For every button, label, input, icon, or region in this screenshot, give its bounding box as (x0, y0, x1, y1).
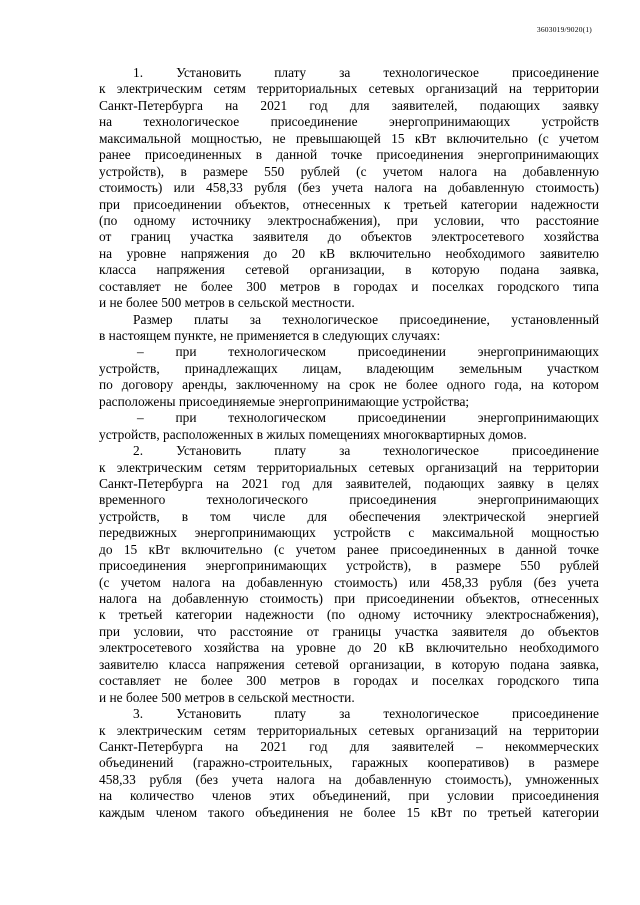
text-line: к третьей категории надежности (по одному источнику электроснабжения), (99, 607, 599, 623)
text-line: стоимость) или 458,33 рубля (без учета налога на добавленную стоимость) (99, 180, 599, 196)
text-line: заявителю класса напряжения сетевой организации, в которую подана заявка, (99, 656, 599, 672)
text-line: 3. Установить плату за технологическое присоединение (133, 706, 599, 722)
text-line: 2. Установить плату за технологическое присоединение (133, 443, 599, 459)
document-body (99, 65, 599, 821)
text-line: к электрическим сетям территориальных сетевых организаций на территории (99, 722, 599, 738)
text-line: в настоящем пункте, не применяется в следующих случаях: (99, 328, 441, 343)
document-id-stamp: 3603019/9020(1) (536, 25, 592, 34)
text-line: 458,33 рубля (без учета налога на добавленную стоимость), умноженных (99, 771, 599, 787)
text-line: на технологическое присоединение энергопринимающих устройств (99, 114, 599, 130)
text-line: (с учетом налога на добавленную стоимость) или 458,33 рубля (без учета (99, 574, 599, 590)
text-line: – при технологическом присоединении энергопринимающих (137, 410, 599, 426)
text-line: ранее присоединенных в данной точке присоединения энергопринимающих (99, 147, 599, 163)
text-line: на количество членов этих объединений, при условии присоединения (99, 788, 599, 804)
text-line: Санкт-Петербурга на 2021 год для заявителей, подающих заявку в целях (99, 475, 599, 491)
text-line: к электрическим сетям территориальных сетевых организаций на территории (99, 459, 599, 475)
text-line: класса напряжения сетевой организации, в которую подана заявка, (99, 262, 599, 278)
text-line: по договору аренды, заключенному на срок не более одного года, на котором (99, 377, 599, 393)
text-line: 1. Установить плату за технологическое присоединение (133, 65, 599, 80)
text-line: временного технологического присоединения энергопринимающих (99, 492, 599, 508)
text-line: при условии, что расстояние от границы участка заявителя до объектов (99, 623, 599, 639)
text-line: при присоединении объектов, отнесенных к третьей категории надежности (99, 196, 599, 212)
text-line: Размер платы за технологическое присоединение, установленный (133, 311, 599, 327)
text-line: от границ участка заявителя до объектов электросетевого хозяйства (99, 229, 599, 245)
text-line: каждым членом такого объединения не более 15 кВт по третьей категории (99, 804, 599, 820)
text-line: объединений (гаражно-строительных, гаражных кооперативов) в размере (99, 755, 599, 771)
text-line: составляет не более 300 метров в городах и поселках городского типа (99, 673, 599, 689)
text-line: к электрическим сетям территориальных сетевых организаций на территории (99, 81, 599, 97)
text-line: устройств, в том числе для обеспечения электрической энергией (99, 508, 599, 524)
text-line: составляет не более 300 метров в городах и поселках городского типа (99, 278, 599, 294)
text-line: электросетевого хозяйства на уровне до 20 кВ включительно необходимого (99, 640, 599, 656)
text-line: и не более 500 метров в сельской местности. (99, 689, 355, 705)
text-line: присоединения энергопринимающих устройств), в размере 550 рублей (99, 558, 599, 574)
text-line: расположены присоединяемые энергопринимающие устройства; (99, 393, 470, 409)
text-line: и не более 500 метров в сельской местности. (99, 295, 355, 311)
text-line: устройств, расположенных в жилых помещениях многоквартирных домов. (99, 426, 527, 442)
text-line: устройств, принадлежащих лицам, владеющим земельным участком (99, 360, 599, 376)
text-line: до 15 кВт включительно (с учетом ранее присоединенных в данной точке (99, 541, 599, 557)
text-line: устройств), в размере 550 рублей (с учетом налога на добавленную (99, 163, 599, 179)
text-line: налога на добавленную стоимость) при присоединении объектов, отнесенных (99, 591, 599, 606)
text-line: передвижных энергопринимающих устройств с максимальной мощностью (99, 525, 599, 541)
text-line: максимальной мощностью, не превышающей 15 кВт включительно (с учетом (99, 130, 599, 146)
text-line: – при технологическом присоединении энергопринимающих (137, 344, 599, 360)
text-line: на уровне напряжения до 20 кВ включительно необходимого заявителю (99, 245, 599, 261)
text-line: Санкт-Петербурга на 2021 год для заявителей – некоммерческих (99, 738, 599, 754)
text-line: (по одному источнику электроснабжения), при условии, что расстояние (99, 212, 599, 228)
text-line: Санкт-Петербурга на 2021 год для заявителей, подающих заявку (99, 97, 599, 113)
